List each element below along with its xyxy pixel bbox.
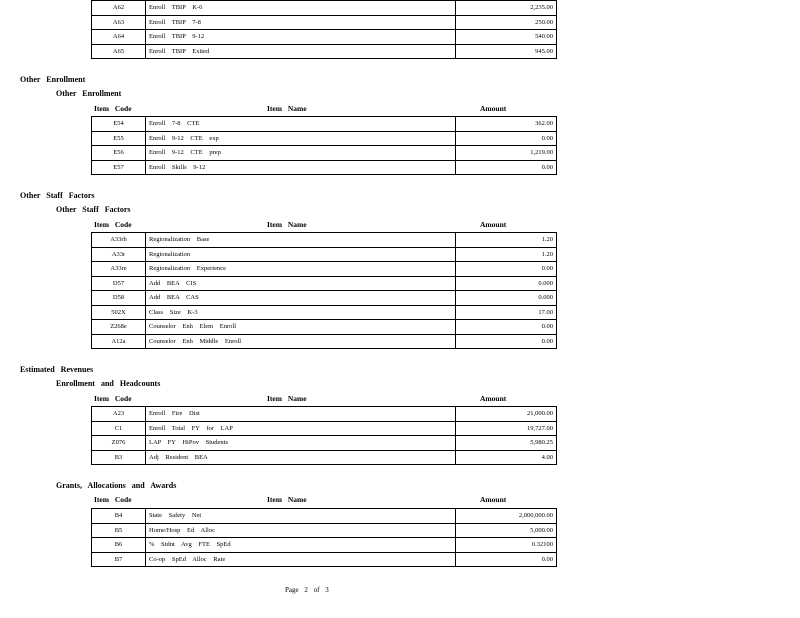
table-row [92,262,557,277]
item-name-cell: State Safety Net [146,509,456,524]
item-name-cell: Enroll 9-12 CTE exp [146,131,456,146]
amount-cell: 0.000 [456,276,557,291]
column-header-name: Item Name [267,495,307,504]
amount-cell: 5,000.00 [456,523,557,538]
item-code-cell: A23 [92,407,146,422]
item-name-cell: % Stdnt Avg FTE SpEd [146,538,456,553]
amount-cell: 0.00 [456,320,557,335]
column-header-code: Item Code [94,495,132,504]
tbip-enrollment-table [91,0,557,59]
amount-cell: 0.00 [456,552,557,567]
table-row [92,117,557,132]
amount-cell: 0.00 [456,334,557,349]
item-code-cell: E54 [92,117,146,132]
item-code-cell: D57 [92,276,146,291]
table-row [92,30,557,45]
amount-cell: 1.20 [456,233,557,248]
column-header-name: Item Name [267,220,307,229]
amount-cell: 2,235.00 [456,1,557,16]
item-name-cell: Enroll TBIP 9-12 [146,30,456,45]
amount-cell: 0.32100 [456,538,557,553]
page-number: Page 2 of 3 [285,586,329,594]
amount-cell: 0.00 [456,131,557,146]
item-code-cell: 502X [92,305,146,320]
item-code-cell: C1 [92,421,146,436]
item-code-cell: A33re [92,262,146,277]
column-header-name: Item Name [267,104,307,113]
column-header-code: Item Code [94,394,132,403]
section-title-estimated-revenues: Estimated Revenues [20,365,94,374]
table-row [92,450,557,465]
item-code-cell: B3 [92,450,146,465]
item-name-cell: Enroll Fire Dist [146,407,456,422]
table-row [92,320,557,335]
enrollment-headcounts-table [91,406,557,465]
amount-cell: 17.00 [456,305,557,320]
item-code-cell: B7 [92,552,146,567]
item-name-cell: Enroll TBIP Exited [146,44,456,59]
table-row [92,523,557,538]
table-row [92,160,557,175]
column-header-code: Item Code [94,220,132,229]
item-code-cell: A62 [92,1,146,16]
item-code-cell: A63 [92,15,146,30]
table-row [92,421,557,436]
table-row [92,276,557,291]
item-name-cell: Enroll TBIP K-6 [146,1,456,16]
item-code-cell: A12a [92,334,146,349]
section-title-other-staff-factors: Other Staff Factors [20,191,95,200]
amount-cell: 945.00 [456,44,557,59]
amount-cell: 5,980.25 [456,436,557,451]
amount-cell: 0.000 [456,291,557,306]
item-code-cell: Z268e [92,320,146,335]
table-row [92,15,557,30]
item-name-cell: Co-op SpEd Alloc Rate [146,552,456,567]
subsection-title-enrollment-headcounts: Enrollment and Headcounts [56,379,161,388]
subsection-title-grants-allocations: Grants, Allocations and Awards [56,481,177,490]
item-name-cell: Class Size K-3 [146,305,456,320]
item-name-cell: Enroll 7-8 CTE [146,117,456,132]
table-row [92,131,557,146]
item-code-cell: E57 [92,160,146,175]
table-row [92,436,557,451]
table-row [92,407,557,422]
table-row [92,552,557,567]
item-code-cell: A65 [92,44,146,59]
subsection-title-other-staff-factors: Other Staff Factors [56,205,131,214]
section-title-other-enrollment: Other Enrollment [20,75,86,84]
column-header-amount: Amount [480,104,507,113]
table-row [92,44,557,59]
item-code-cell: B6 [92,538,146,553]
item-code-cell: B5 [92,523,146,538]
amount-cell: 2,000,000.00 [456,509,557,524]
item-name-cell: Counselor Enh Elem Enroll [146,320,456,335]
column-header-name: Item Name [267,394,307,403]
table-row [92,538,557,553]
amount-cell: 21,000.00 [456,407,557,422]
table-row [92,146,557,161]
item-name-cell: Enroll Total FY for LAP [146,421,456,436]
table-row [92,291,557,306]
other-staff-factors-table [91,232,557,349]
item-name-cell: Enroll TBIP 7-8 [146,15,456,30]
item-name-cell: Add BEA CAS [146,291,456,306]
item-name-cell: Adj Resident BEA [146,450,456,465]
item-code-cell: A33r [92,247,146,262]
amount-cell: 540.00 [456,30,557,45]
amount-cell: 0.00 [456,160,557,175]
subsection-title-other-enrollment: Other Enrollment [56,89,122,98]
item-code-cell: E56 [92,146,146,161]
item-code-cell: A64 [92,30,146,45]
item-name-cell: Enroll 9-12 CTE prep [146,146,456,161]
item-code-cell: D58 [92,291,146,306]
amount-cell: 19,727.00 [456,421,557,436]
amount-cell: 250.00 [456,15,557,30]
other-enrollment-table [91,116,557,175]
table-row [92,305,557,320]
item-name-cell: Home/Hosp Ed Alloc [146,523,456,538]
item-code-cell: Z076 [92,436,146,451]
amount-cell: 1.20 [456,247,557,262]
column-header-code: Item Code [94,104,132,113]
table-row [92,247,557,262]
item-code-cell: E55 [92,131,146,146]
table-row [92,1,557,16]
column-header-amount: Amount [480,495,507,504]
item-code-cell: B4 [92,509,146,524]
amount-cell: 4.00 [456,450,557,465]
column-header-amount: Amount [480,394,507,403]
amount-cell: 362.00 [456,117,557,132]
column-header-amount: Amount [480,220,507,229]
item-name-cell: LAP FY HiPov Students [146,436,456,451]
item-name-cell: Regionalization [146,247,456,262]
table-row [92,233,557,248]
table-row [92,334,557,349]
item-name-cell: Add BEA CIS [146,276,456,291]
item-name-cell: Regionalization Base [146,233,456,248]
item-name-cell: Regionalization Experience [146,262,456,277]
item-code-cell: A33rb [92,233,146,248]
table-row [92,509,557,524]
item-name-cell: Enroll Skills 9-12 [146,160,456,175]
amount-cell: 0.00 [456,262,557,277]
amount-cell: 1,219.00 [456,146,557,161]
grants-allocations-table [91,508,557,567]
item-name-cell: Counselor Enh Middle Enroll [146,334,456,349]
